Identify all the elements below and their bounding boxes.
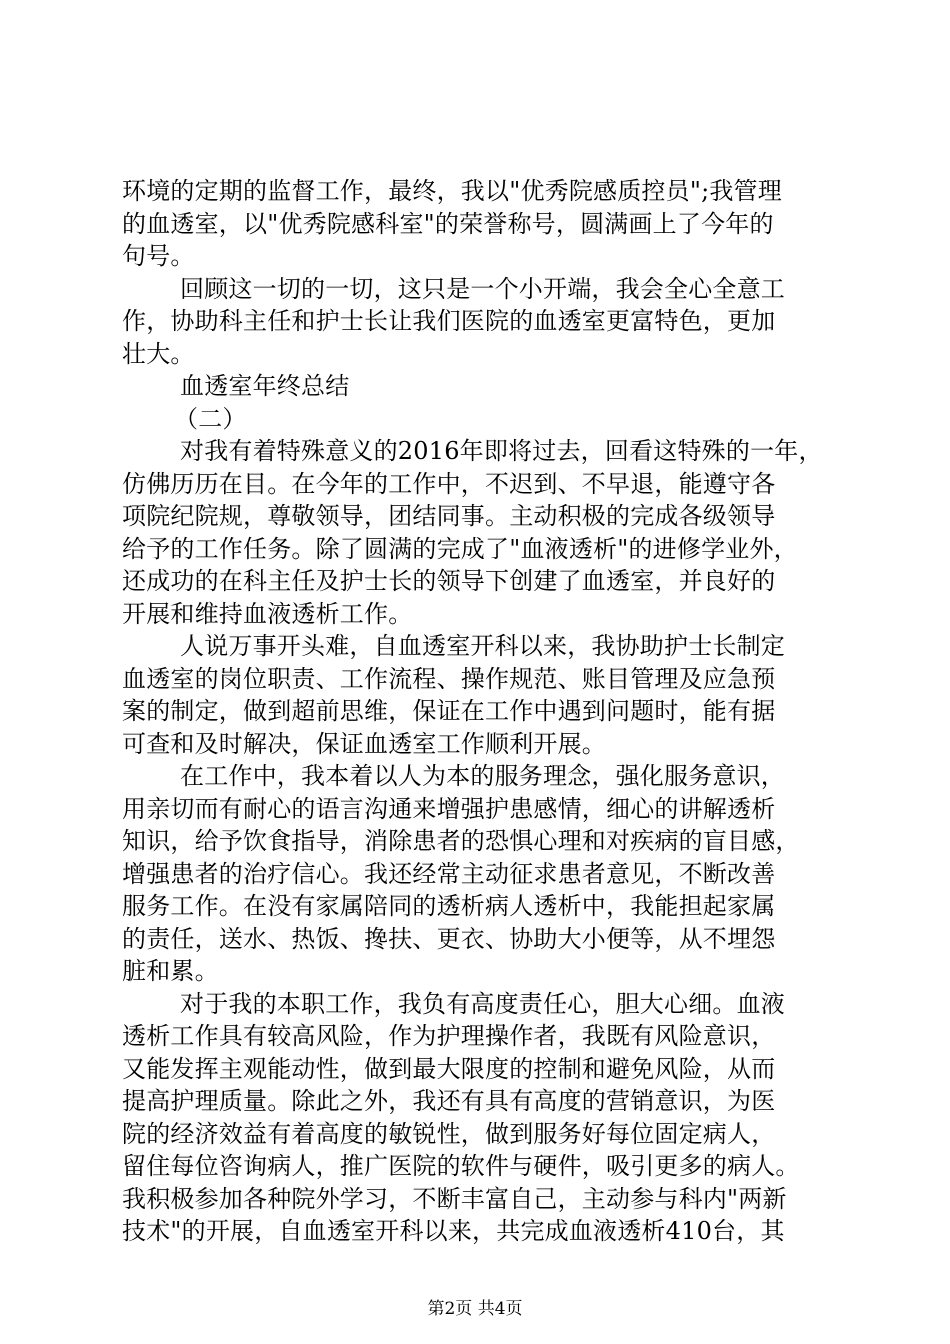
text-line: 我积极参加各种院外学习，不断丰富自己，主动参与科内"两新	[122, 1184, 787, 1213]
text-line: 透析工作具有较高风险，作为护理操作者，我既有风险意识，	[122, 1022, 776, 1050]
text-line: 作，协助科主任和护士长让我们医院的血透室更富特色，更加	[122, 307, 776, 335]
text-line: 服务工作。在没有家属陪同的透析病人透析中，我能担起家属	[122, 892, 776, 920]
paragraph-start-line: 对我有着特殊意义的2016年即将过去，回看这特殊的一年，	[180, 437, 823, 465]
paragraph-start-line: 人说万事开头难，自血透室开科以来，我协助护士长制定	[180, 632, 785, 660]
text-line: 增强患者的治疗信心。我还经常主动征求患者意见，不断改善	[122, 859, 776, 888]
paragraph-start-line: 对于我的本职工作，我负有高度责任心，胆大心细。血液	[180, 989, 785, 1018]
text-line: 环境的定期的监督工作，最终，我以"优秀院感质控员";我管理	[122, 177, 782, 205]
text-line: 技术"的开展，自血透室开科以来，共完成血液透析410台，其	[122, 1217, 785, 1245]
text-line: 开展和维持血液透析工作。	[122, 599, 413, 628]
paragraph-start-line: 回顾这一切的一切，这只是一个小开端，我会全心全意工	[180, 274, 785, 303]
text-line: 脏和累。	[122, 957, 219, 985]
section-number: （二）	[174, 404, 247, 433]
text-line: 用亲切而有耐心的语言沟通来增强护患感情，细心的讲解透析	[122, 794, 776, 823]
page-number-footer: 第2页 共4页	[427, 1299, 523, 1319]
text-line: 的血透室，以"优秀院感科室"的荣誉称号，圆满画上了今年的	[122, 209, 774, 238]
text-line: 仿佛历历在目。在今年的工作中，不迟到、不早退，能遵守各	[122, 469, 776, 498]
text-line: 还成功的在科主任及护士长的领导下创建了血透室，并良好的	[122, 567, 776, 595]
text-line: 可查和及时解决，保证血透室工作顺利开展。	[122, 729, 606, 758]
text-line: 院的经济效益有着高度的敏锐性，做到服务好每位固定病人，	[122, 1119, 776, 1148]
text-line: 知识，给予饮食指导，消除患者的恐惧心理和对疾病的盲目感，	[122, 827, 800, 855]
section-title: 血透室年终总结	[180, 372, 350, 400]
text-line: 的责任，送水、热饭、搀扶、更衣、协助大小便等，从不埋怨	[122, 924, 776, 953]
text-line: 给予的工作任务。除了圆满的完成了"血液透析"的进修学业外，	[122, 534, 798, 563]
text-line: 案的制定，做到超前思维，保证在工作中遇到问题时，能有据	[122, 697, 776, 725]
document-body	[122, 175, 834, 1248]
text-line: 提高护理质量。除此之外，我还有具有高度的营销意识，为医	[122, 1087, 776, 1115]
text-line: 句号。	[122, 242, 195, 270]
text-line: 血透室的岗位职责、工作流程、操作规范、账目管理及应急预	[122, 664, 776, 693]
text-line: 壮大。	[122, 339, 195, 368]
text-line: 留住每位咨询病人，推广医院的软件与硬件，吸引更多的病人。	[122, 1152, 800, 1180]
paragraph-start-line: 在工作中，我本着以人为本的服务理念，强化服务意识，	[180, 762, 785, 790]
text-line: 又能发挥主观能动性，做到最大限度的控制和避免风险，从而	[122, 1054, 776, 1083]
text-line: 项院纪院规，尊敬领导，团结同事。主动积极的完成各级领导	[122, 502, 776, 530]
